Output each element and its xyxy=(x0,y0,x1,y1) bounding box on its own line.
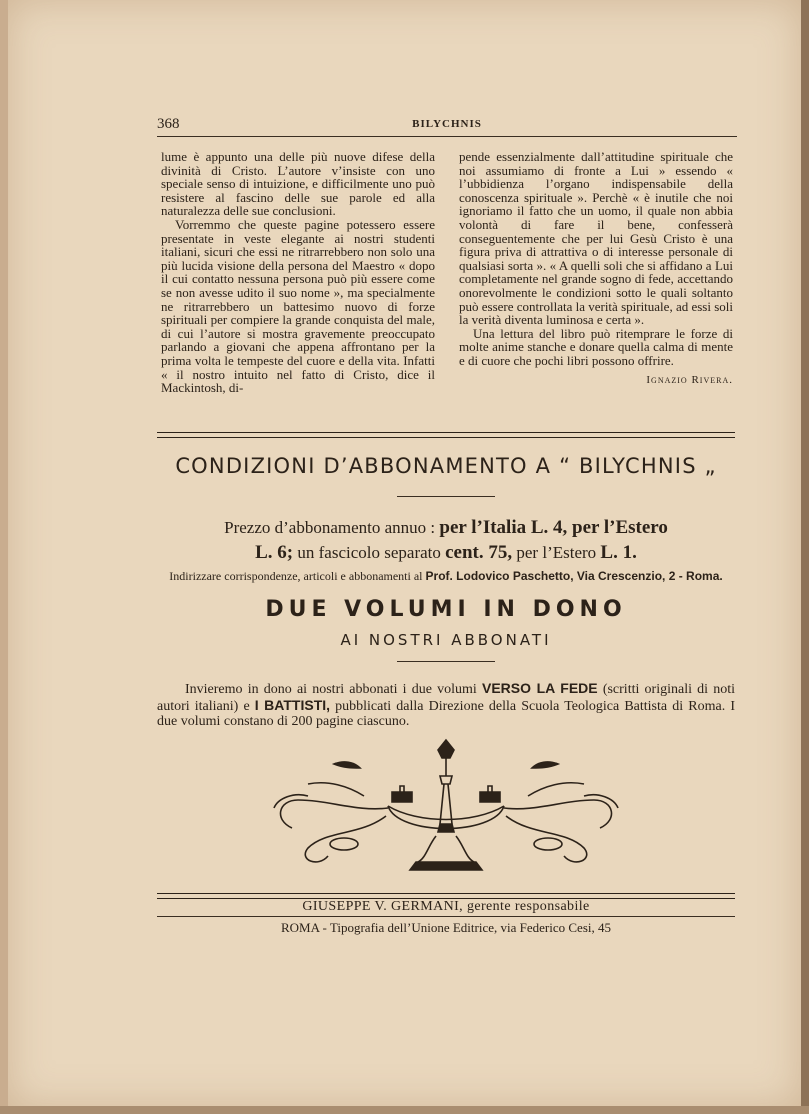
header-rule xyxy=(157,136,737,137)
gift-text: (scritti originali di noti autori italiani) e xyxy=(157,682,735,714)
price-abroad: L. 6; xyxy=(255,542,294,563)
gift-title: DUE VOLUMI IN DONO xyxy=(265,597,627,622)
oil-lamp-ornament xyxy=(268,736,624,884)
paragraph: lume è appunto una delle più nuove difese della divinità di Cristo. L’autore v’insiste con uno speciale senso di intuizione, e difficilmente uno può resistere al fascino delle sue parole ed alla naturalezza delle sue conclusioni. xyxy=(161,149,435,219)
paragraph: pende essenzialmente dall’attitudine spirituale che noi assumiamo di fronte a Lui » essendo « l’ubbidienza l’organo indispensabile della conoscenza spirituale ». Perchè « è inutile che noi ignoriamo il fatto che un uomo, il quale non abbia volontà di fare il bene, confesserà conseguentemente che per lui Gesù Cristo è una figura priva di attrattiva o di interesse personale di qualsiasi sorta ». « A quelli soli che si affidano a Lui completamente nel grande sogno di fede, accettando onorevolmente le condizioni sotto le quali soltanto può essere controllata la verità spirituale, ad essi soli la verità diventa luminosa e certa ». xyxy=(459,149,733,328)
book-title: VERSO LA FEDE xyxy=(482,680,598,696)
price-text: per l’Estero xyxy=(512,543,601,562)
page-header xyxy=(157,116,737,138)
subscription-price xyxy=(157,515,735,565)
price-text: un fascicolo separato xyxy=(293,543,446,562)
price-issue-abroad: L. 1. xyxy=(600,542,637,563)
page-number: 368 xyxy=(157,116,180,132)
paragraph: Vorremmo che queste pagine potessero essere presentate in veste elegante ai nostri studenti italiani, sicuri che essi ne ritrarrebbero non solo una più lucida visione della persona del Maestro « dopo il cui contatto nessuna persona può più essere come se non avesse udito il suo nome », ma specialmente ne ritrarrebbero un battesimo nuovo di forze spirituali per compiere la grande conquista del male, di cui l’autore si mostra gravemente preoccupato parlando a giovani che appena affrontano per la prima volta le tempeste del cuore e della vita. Infatti « il nostro intuito nel fatto di Cristo, dice il Mackintosh, di- xyxy=(161,216,435,396)
subscription-address xyxy=(157,569,735,584)
address-value: Prof. Lodovico Paschetto, Via Crescenzio, 2 - Roma. xyxy=(425,569,723,583)
ornamental-rule xyxy=(397,496,495,497)
printer-line: ROMA - Tipografia dell’Unione Editrice, via Federico Cesi, 45 xyxy=(280,920,611,935)
author-signature: Ignazio Rivera. xyxy=(646,373,733,386)
article-right-column xyxy=(459,150,733,387)
gift-description xyxy=(157,681,735,730)
page-edge xyxy=(801,0,809,1114)
subscription-title: CONDIZIONI D’ABBONAMENTO A “ BILYCHNIS „ xyxy=(175,454,717,478)
colophon-rule xyxy=(157,916,735,917)
paragraph: Una lettura del libro può ritemprare le forze di molte anime stanche e donare quella calma di mente e di cuore che pochi libri possono offrire. xyxy=(459,325,733,368)
price-issue: cent. 75, xyxy=(445,542,513,563)
gift-text: Invieremo in dono ai nostri abbonati i due volumi xyxy=(185,682,482,697)
ornamental-rule xyxy=(397,661,495,662)
book-title: I BATTISTI, xyxy=(254,696,331,713)
section-divider xyxy=(157,432,735,438)
gift-text: pubblicati dalla Direzione della Scuola Teologica Battista di Roma. I due volumi constano di 200 pagine ciascuno. xyxy=(157,698,735,729)
publisher-line: GIUSEPPE V. GERMANI, gerente responsabile xyxy=(302,899,590,914)
gift-subtitle: AI NOSTRI ABBONATI xyxy=(340,631,552,649)
price-label: Prezzo d’abbonamento annuo : xyxy=(224,518,440,537)
page-bottom-edge xyxy=(0,1106,809,1114)
price-italy: per l’Italia L. 4, per l’Estero xyxy=(439,517,668,538)
address-label: Indirizzare corrispondenze, articoli e abbonamenti al xyxy=(169,569,426,583)
running-title: BILYCHNIS xyxy=(412,118,482,130)
article-left-column xyxy=(161,150,435,395)
